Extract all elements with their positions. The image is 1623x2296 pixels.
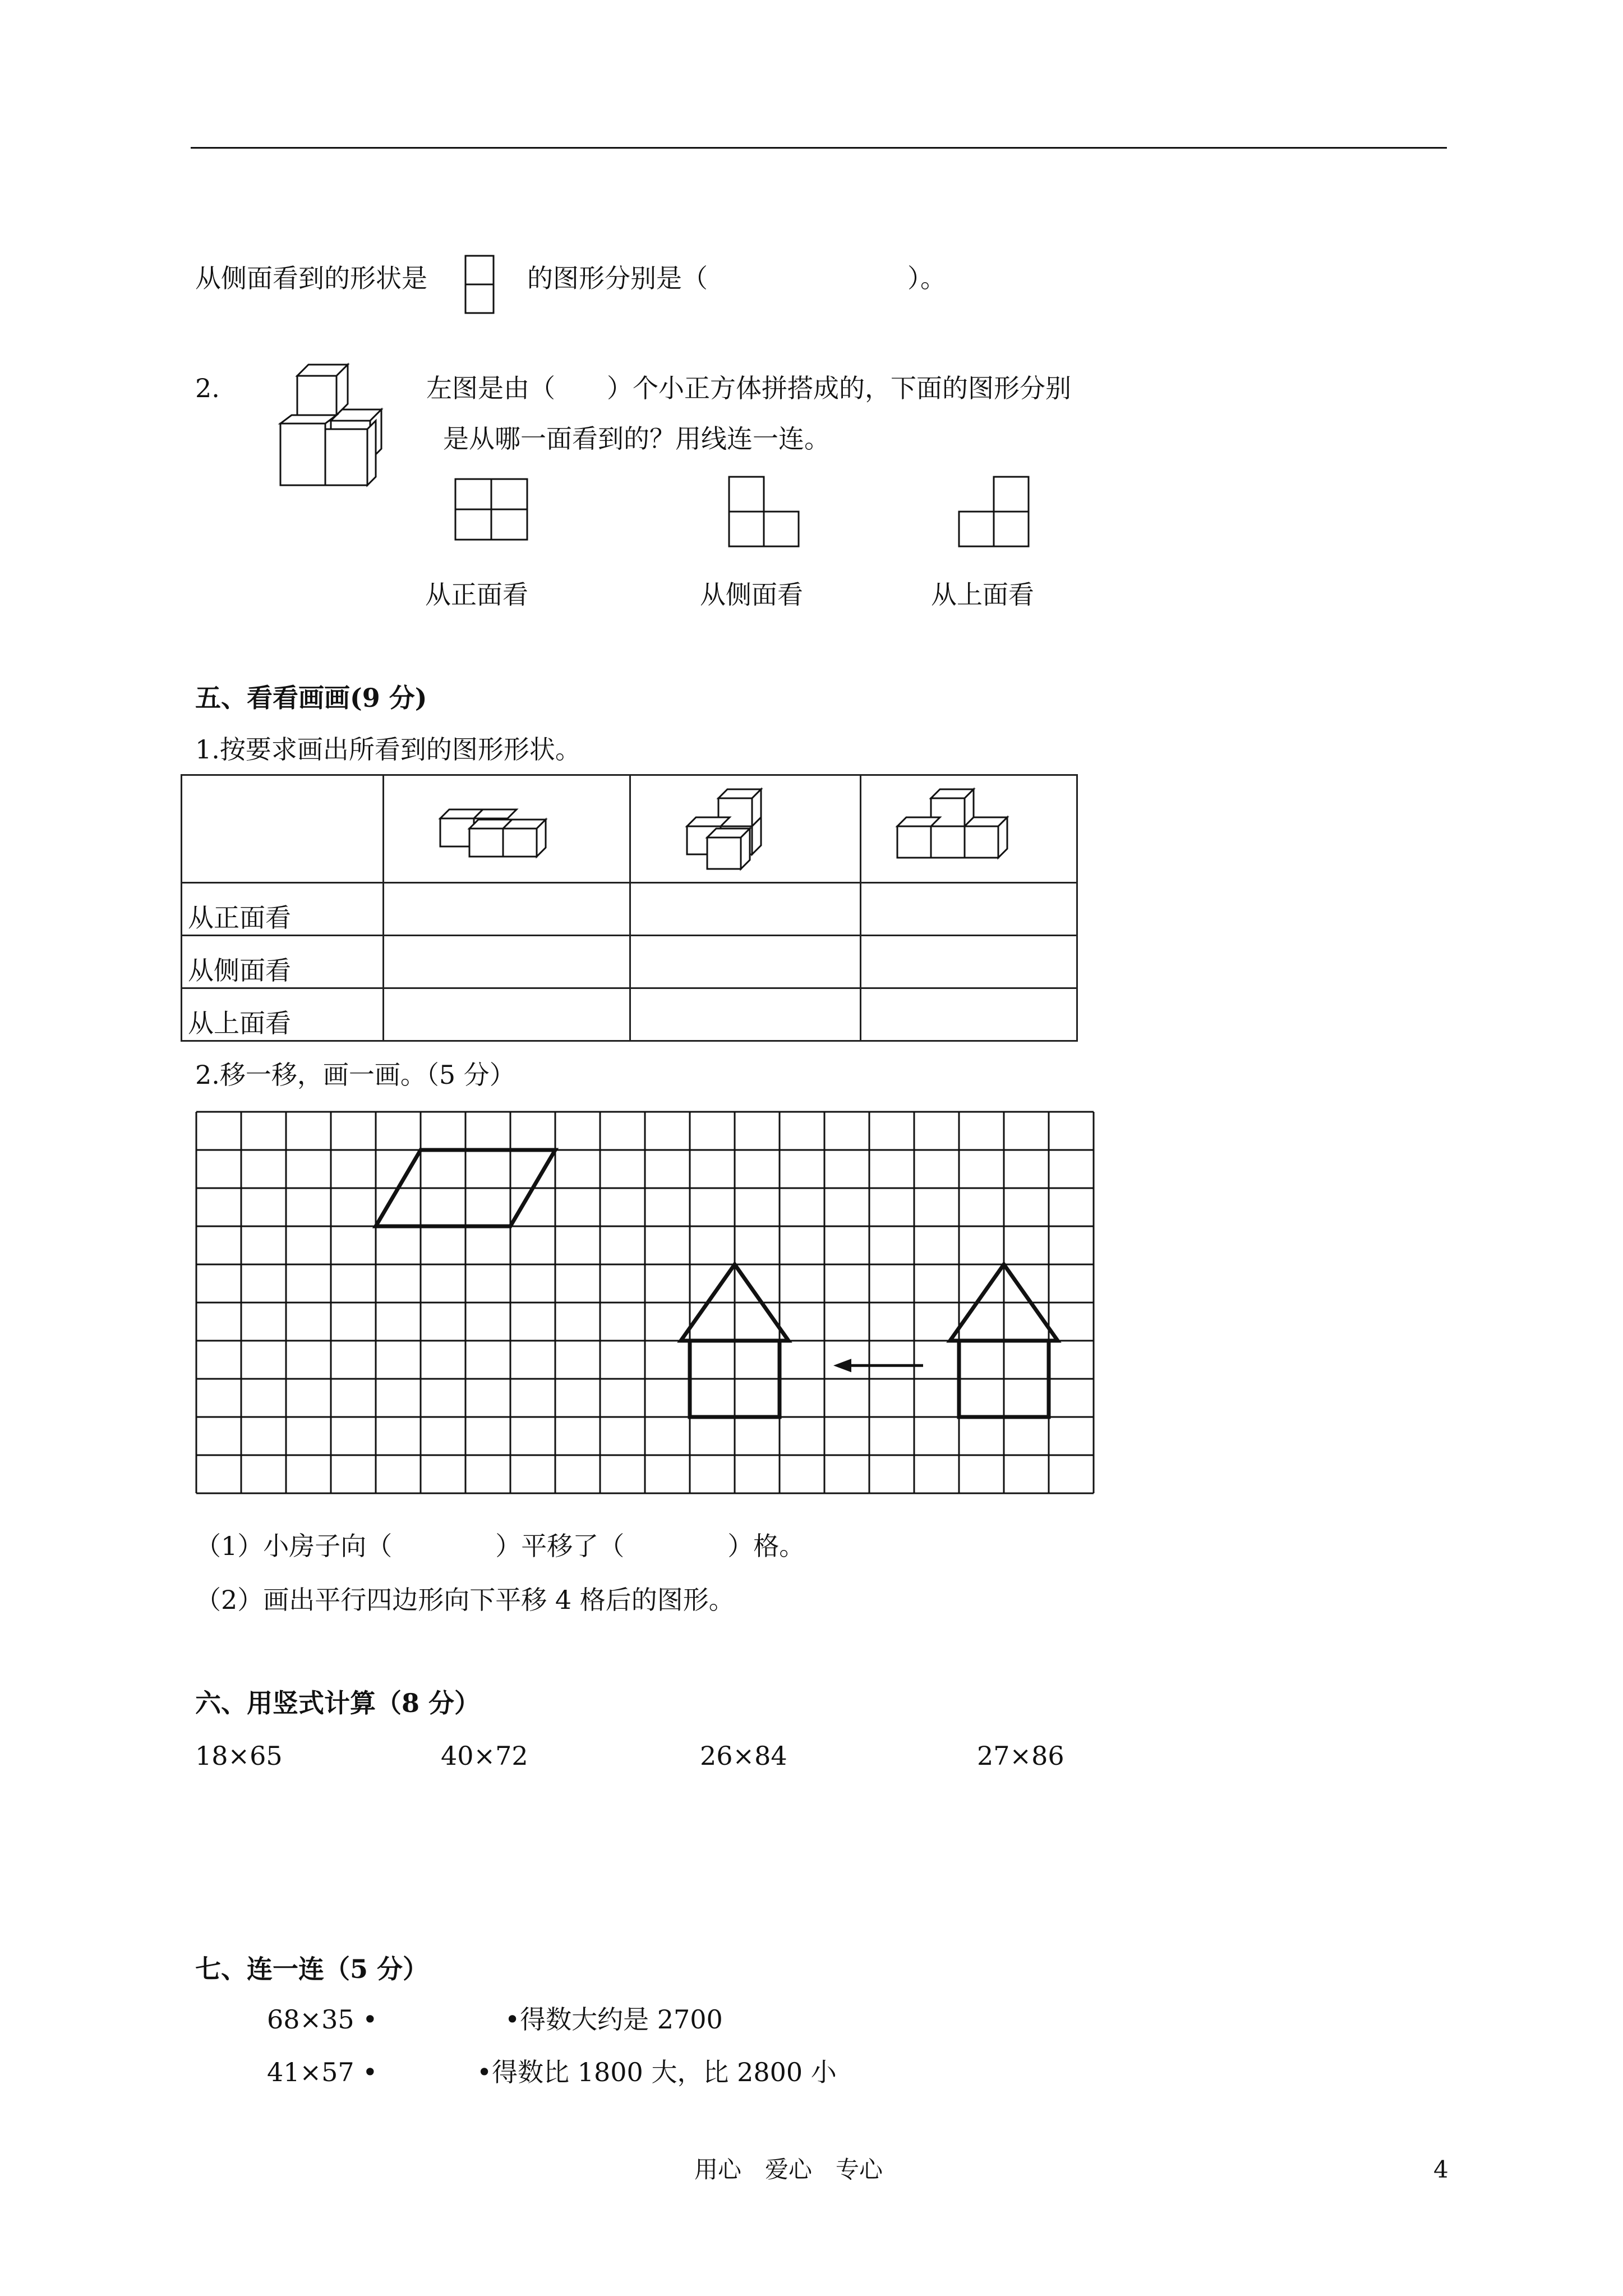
side-view-after-text: 的图形分别是（	[527, 263, 708, 293]
side-view-shape	[464, 255, 496, 315]
calc-problem: 40×72	[441, 1741, 528, 1771]
cube-figure-a	[438, 806, 573, 862]
sub-question-2: （2）画出平行四边形向下平移 4 格后的图形。	[195, 1585, 735, 1615]
answer-cell[interactable]	[861, 988, 1077, 1041]
sub-question-1: （1）小房子向（ ）平移了（ ）格。	[195, 1531, 805, 1561]
view-shape-2x2	[454, 478, 531, 543]
q2-line2: 是从哪一面看到的？用线连一连。	[443, 424, 830, 454]
section5-q1: 1.按要求画出所看到的图形形状。	[195, 734, 581, 765]
answer-cell[interactable]	[384, 936, 630, 988]
page-number: 4	[1433, 2156, 1449, 2183]
view-shape-l-left	[728, 476, 806, 549]
answer-cell[interactable]	[630, 883, 861, 936]
cube-cluster-figure	[275, 370, 404, 499]
answer-cell[interactable]	[384, 883, 630, 936]
side-view-prompt: 从侧面看到的形状是	[195, 263, 427, 293]
row-label-top: 从上面看	[182, 988, 384, 1041]
table-corner-cell	[182, 775, 384, 883]
move-arrow-head	[833, 1359, 851, 1372]
calc-problem: 18×65	[195, 1741, 283, 1771]
row-label-front: 从正面看	[182, 883, 384, 936]
cube-figure-b	[685, 788, 774, 872]
cube-figure-c	[895, 788, 1018, 872]
answer-cell[interactable]	[630, 936, 861, 988]
view-label-side: 从侧面看	[700, 579, 803, 610]
side-view-close: ）。	[907, 263, 946, 293]
answer-cell[interactable]	[861, 936, 1077, 988]
match-right-item[interactable]: •得数比 1800 大，比 2800 小	[477, 2057, 837, 2087]
section5-q2: 2.移一移，画一画。（5 分）	[195, 1060, 515, 1090]
section6-title: 六、用竖式计算（8 分）	[195, 1688, 481, 1718]
match-left-item[interactable]: 68×35 •	[267, 2004, 378, 2035]
match-right-item[interactable]: •得数大约是 2700	[505, 2004, 723, 2035]
section5-title: 五、看看画画(9 分)	[195, 683, 427, 713]
q2-line1: 左图是由（ ）个小正方体拼搭成的，下面的图形分别	[426, 373, 1071, 403]
section7-title: 七、连一连（5 分）	[195, 1954, 429, 1984]
calc-problem: 26×84	[700, 1741, 787, 1771]
view-shape-l-right	[957, 476, 1035, 549]
header-rule	[191, 147, 1447, 149]
calc-problem: 27×86	[977, 1741, 1064, 1771]
footer-motto: 用心 爱心 专心	[694, 2156, 883, 2183]
view-label-front: 从正面看	[425, 579, 528, 610]
figure-cell-c	[861, 775, 1077, 883]
views-table	[181, 774, 1078, 1042]
view-label-top: 从上面看	[931, 579, 1034, 610]
question-number: 2.	[195, 373, 220, 403]
answer-cell[interactable]	[384, 988, 630, 1041]
translation-grid[interactable]	[195, 1111, 1095, 1498]
row-label-side: 从侧面看	[182, 936, 384, 988]
match-left-item[interactable]: 41×57 •	[267, 2057, 378, 2087]
figure-cell-a	[384, 775, 630, 883]
answer-cell[interactable]	[861, 883, 1077, 936]
figure-cell-b	[630, 775, 861, 883]
answer-cell[interactable]	[630, 988, 861, 1041]
